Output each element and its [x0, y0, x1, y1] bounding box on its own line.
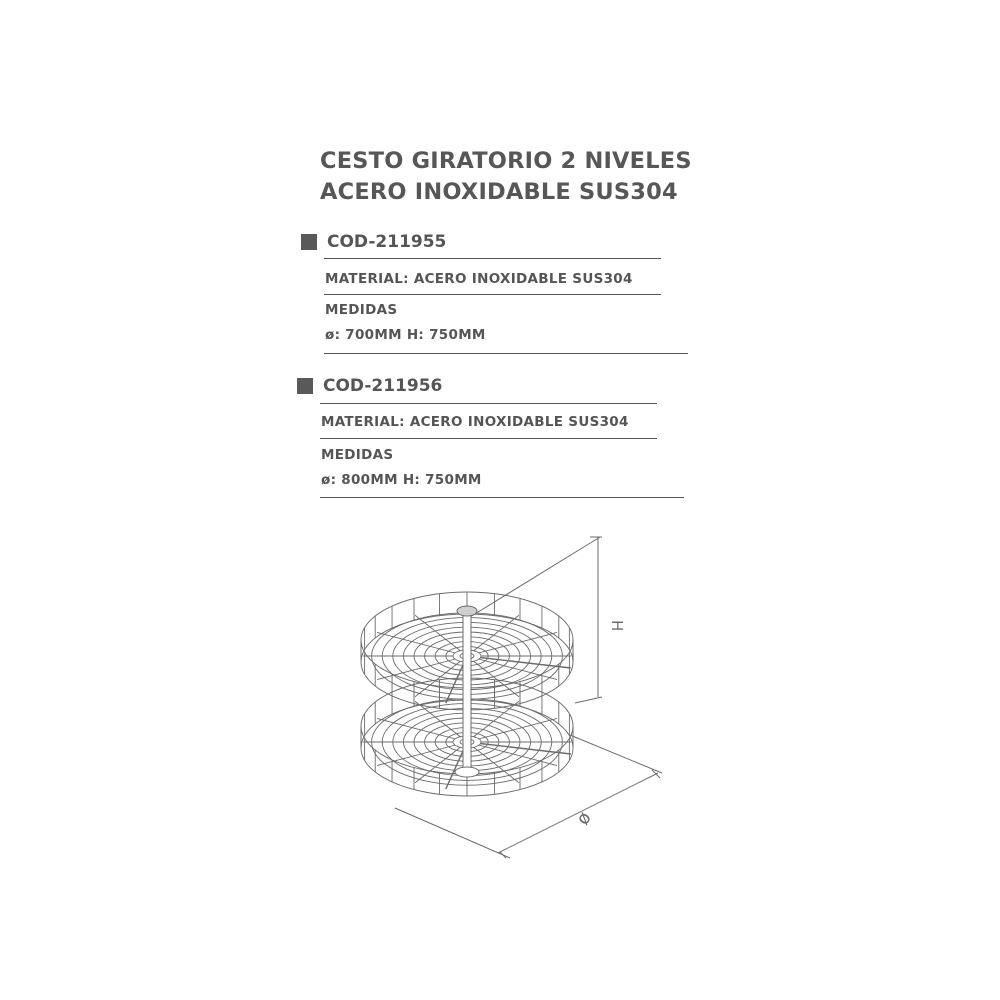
measures-label: MEDIDAS — [325, 302, 398, 318]
center-pole — [463, 612, 471, 772]
diameter-label: ø — [572, 808, 596, 829]
measures-label: MEDIDAS — [321, 447, 394, 463]
material-text: MATERIAL: ACERO INOXIDABLE SUS304 — [321, 414, 629, 430]
height-label: H — [608, 620, 626, 632]
pole-base — [455, 767, 479, 777]
material-text: MATERIAL: ACERO INOXIDABLE SUS304 — [325, 271, 633, 287]
title-line-1: CESTO GIRATORIO 2 NIVELES — [320, 148, 692, 174]
product-code: COD-211955 — [327, 232, 447, 252]
pole-top-cap — [457, 606, 477, 616]
measures-value: ø: 700MM H: 750MM — [325, 327, 486, 343]
basket-illustration — [361, 592, 573, 796]
title-line-2: ACERO INOXIDABLE SUS304 — [320, 179, 678, 205]
product-code: COD-211956 — [323, 376, 443, 396]
measures-value: ø: 800MM H: 750MM — [321, 472, 482, 488]
